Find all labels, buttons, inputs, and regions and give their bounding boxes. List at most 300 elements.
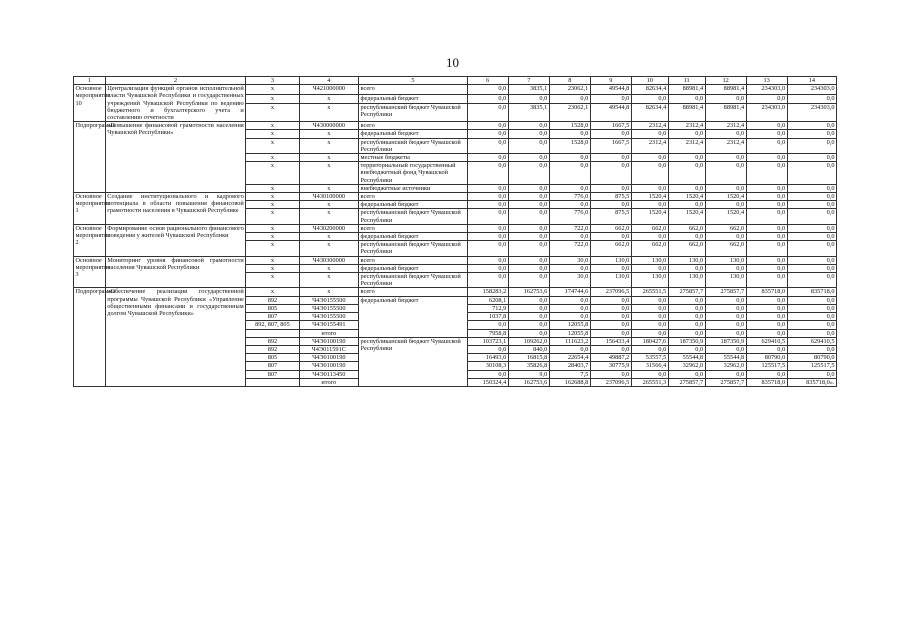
column-number: 6: [467, 77, 508, 85]
budget-code: Ч4Э0155500: [299, 296, 358, 304]
budget-code: х: [299, 94, 358, 104]
header-row: [74, 77, 837, 85]
amount-cell: 88981,4: [705, 104, 746, 122]
amount-cell: 0,0: [467, 154, 508, 162]
budget-code: Ч4Э0155500: [299, 313, 358, 321]
amount-cell: 0,0: [705, 233, 746, 241]
amount-cell: 275857,7: [705, 378, 746, 386]
amount-cell: 0,0: [746, 209, 787, 224]
amount-cell: 0,0: [549, 154, 590, 162]
amount-cell: 0,0: [746, 94, 787, 104]
amount-cell: 0,0: [508, 154, 549, 162]
grbs-code: х: [246, 94, 299, 104]
amount-cell: 150324,4: [467, 378, 508, 386]
budget-code: Ч430300000: [299, 256, 358, 264]
amount-cell: 0,0: [467, 201, 508, 209]
amount-cell: 0,0: [668, 345, 705, 353]
amount-cell: 0,0: [631, 264, 668, 272]
amount-cell: 12055,8: [549, 329, 590, 337]
amount-cell: 28403,7: [549, 362, 590, 370]
amount-cell: 0,0: [549, 313, 590, 321]
amount-cell: 0,0: [590, 130, 631, 138]
amount-cell: 0,0: [746, 256, 787, 264]
amount-cell: 1667,5: [590, 138, 631, 153]
amount-cell: 82634,4: [631, 85, 668, 95]
budget-code: Ч421000000: [299, 85, 358, 95]
funding-source: республиканский бюджет Чувашской Республики: [359, 209, 468, 224]
grbs-code: х: [246, 85, 299, 95]
funding-source: республиканский бюджет Чувашской Республики: [359, 337, 468, 386]
amount-cell: 0,0: [467, 256, 508, 264]
amount-cell: 0,0: [508, 193, 549, 201]
budget-table: [73, 76, 837, 387]
amount-cell: 0,0: [631, 162, 668, 185]
amount-cell: 265551,5: [631, 288, 668, 296]
amount-cell: 0,0: [549, 162, 590, 185]
column-number: 4: [299, 77, 358, 85]
amount-cell: 712,9: [467, 304, 508, 312]
column-number: 3: [246, 77, 299, 85]
amount-cell: 0,0: [705, 184, 746, 192]
funding-source: всего: [359, 122, 468, 130]
amount-cell: 662,0: [705, 224, 746, 232]
amount-cell: 662,0: [668, 241, 705, 256]
amount-cell: 0,0: [508, 321, 549, 329]
amount-cell: 162753,6: [508, 288, 549, 296]
amount-cell: 162753,6: [508, 378, 549, 386]
amount-cell: 55544,8: [668, 354, 705, 362]
funding-source: республиканский бюджет Чувашской Республики: [359, 104, 468, 122]
amount-cell: 0,0: [590, 321, 631, 329]
amount-cell: 0,0: [631, 370, 668, 378]
amount-cell: 30,0: [549, 256, 590, 264]
column-number: 14: [787, 77, 836, 85]
amount-cell: 0,0: [705, 201, 746, 209]
amount-cell: 0,0: [746, 329, 787, 337]
amount-cell: 187350,9: [668, 337, 705, 345]
budget-code: х: [299, 288, 358, 296]
amount-cell: 0,0: [508, 138, 549, 153]
amount-cell: 0,0: [590, 296, 631, 304]
funding-source: федеральный бюджет: [359, 296, 468, 337]
amount-cell: 0,0: [631, 329, 668, 337]
amount-cell: 0,0: [549, 201, 590, 209]
amount-cell: 0,0: [590, 201, 631, 209]
grbs-code: х: [246, 201, 299, 209]
amount-cell: 0,0: [631, 184, 668, 192]
funding-source: всего: [359, 288, 468, 296]
amount-cell: 187350,9: [705, 337, 746, 345]
budget-code: х: [299, 104, 358, 122]
budget-code: Ч430200000: [299, 224, 358, 232]
grbs-code: [246, 329, 299, 337]
amount-cell: 234303,0: [746, 85, 787, 95]
amount-cell: 0,0: [631, 233, 668, 241]
budget-code: х: [299, 233, 358, 241]
amount-cell: 0,0: [508, 273, 549, 288]
amount-cell: 629410,5: [787, 337, 836, 345]
amount-cell: 0,0: [590, 184, 631, 192]
amount-cell: 776,0: [549, 193, 590, 201]
amount-cell: 0,0: [631, 296, 668, 304]
amount-cell: 22654,4: [549, 354, 590, 362]
amount-cell: 2312,4: [668, 122, 705, 130]
amount-cell: 234303,0: [787, 85, 836, 95]
amount-cell: 1037,8: [467, 313, 508, 321]
amount-cell: 0,0: [549, 184, 590, 192]
funding-source: всего: [359, 193, 468, 201]
amount-cell: 0,0: [705, 94, 746, 104]
amount-cell: 722,0: [549, 224, 590, 232]
grbs-code: х: [246, 138, 299, 153]
grbs-code: 805: [246, 304, 299, 312]
amount-cell: 0,0: [590, 345, 631, 353]
amount-cell: 835718,0».: [787, 378, 836, 386]
amount-cell: 0,0: [508, 256, 549, 264]
amount-cell: 0,0: [668, 162, 705, 185]
amount-cell: 0,0: [467, 224, 508, 232]
budget-code: х: [299, 264, 358, 272]
amount-cell: 174744,6: [549, 288, 590, 296]
amount-cell: 0,0: [746, 273, 787, 288]
funding-source: местные бюджеты: [359, 154, 468, 162]
amount-cell: 0,0: [746, 264, 787, 272]
program-name-cell: «Повышение финансовой грамотности населения Чувашской Республики»: [105, 122, 245, 193]
amount-cell: 0,0: [508, 162, 549, 185]
amount-cell: 1520,4: [705, 193, 746, 201]
amount-cell: 0,0: [787, 162, 836, 185]
grbs-code: х: [246, 104, 299, 122]
amount-cell: 35826,8: [508, 362, 549, 370]
amount-cell: 0,0: [668, 313, 705, 321]
grbs-code: х: [246, 209, 299, 224]
budget-code: х: [299, 273, 358, 288]
amount-cell: 0,0: [668, 304, 705, 312]
program-type-cell: Основное мероприятие 1: [74, 193, 106, 225]
program-name-cell: Формирование основ рационального финансового поведения у жителей Чувашской Республики: [105, 224, 245, 256]
program-name-cell: Создание институционального и кадрового потенциала в области повышения финансовой грамотности населения в Чувашской Республике: [105, 193, 245, 225]
amount-cell: 0,0: [508, 296, 549, 304]
amount-cell: 0,0: [746, 193, 787, 201]
amount-cell: 0,0: [508, 130, 549, 138]
amount-cell: 0,0: [508, 184, 549, 192]
grbs-code: 807: [246, 370, 299, 378]
amount-cell: 1520,4: [705, 209, 746, 224]
amount-cell: 0,0: [787, 370, 836, 378]
budget-code: х: [299, 138, 358, 153]
amount-cell: 0,0: [467, 345, 508, 353]
amount-cell: 12055,8: [549, 321, 590, 329]
amount-cell: 662,0: [590, 241, 631, 256]
amount-cell: 0,0: [590, 94, 631, 104]
budget-code: Ч4Э0155500: [299, 304, 358, 312]
budget-code: х: [299, 154, 358, 162]
amount-cell: 0,0: [787, 313, 836, 321]
amount-cell: 0,0: [787, 94, 836, 104]
amount-cell: 16815,8: [508, 354, 549, 362]
amount-cell: 0,0: [746, 184, 787, 192]
grbs-code: 892: [246, 337, 299, 345]
funding-source: федеральный бюджет: [359, 94, 468, 104]
amount-cell: 722,0: [549, 241, 590, 256]
program-type-cell: Основное мероприятие 2: [74, 224, 106, 256]
amount-cell: 80790,0: [746, 354, 787, 362]
amount-cell: 49544,8: [590, 104, 631, 122]
amount-cell: 0,0: [705, 154, 746, 162]
amount-cell: 2312,4: [631, 138, 668, 153]
amount-cell: 0,0: [746, 304, 787, 312]
amount-cell: 0,0: [787, 184, 836, 192]
amount-cell: 0,0: [668, 94, 705, 104]
funding-source: республиканский бюджет Чувашской Республики: [359, 273, 468, 288]
amount-cell: 0,0: [549, 264, 590, 272]
amount-cell: 0,0: [508, 201, 549, 209]
amount-cell: 0,0: [508, 304, 549, 312]
amount-cell: 0,0: [746, 233, 787, 241]
amount-cell: 0,0: [668, 370, 705, 378]
amount-cell: 0,0: [668, 201, 705, 209]
budget-code: Ч4Э011591С: [299, 345, 358, 353]
amount-cell: 0,0: [746, 321, 787, 329]
amount-cell: 0,0: [787, 193, 836, 201]
grbs-code: х: [246, 241, 299, 256]
budget-code: Ч4Э0100190: [299, 354, 358, 362]
amount-cell: 0,0: [787, 345, 836, 353]
grbs-code: х: [246, 193, 299, 201]
budget-code: Ч4Э0155491: [299, 321, 358, 329]
amount-cell: 662,0: [631, 224, 668, 232]
amount-cell: 3835,1: [508, 85, 549, 95]
amount-cell: 0,0: [746, 224, 787, 232]
funding-source: федеральный бюджет: [359, 264, 468, 272]
grbs-code: 805: [246, 354, 299, 362]
budget-code: итого: [299, 378, 358, 386]
amount-cell: 31566,4: [631, 362, 668, 370]
funding-source: федеральный бюджет: [359, 233, 468, 241]
amount-cell: 0,0: [668, 154, 705, 162]
amount-cell: 0,0: [631, 130, 668, 138]
amount-cell: 0,0: [705, 264, 746, 272]
program-name-cell: «Обеспечение реализации государственной программы Чувашской Республики «Управление общественными финансами и государственным долгом Чувашской Республики»: [105, 288, 245, 386]
amount-cell: 32962,0: [668, 362, 705, 370]
amount-cell: 0,0: [508, 241, 549, 256]
amount-cell: 0,0: [549, 345, 590, 353]
amount-cell: 0,0: [746, 162, 787, 185]
amount-cell: 0,0: [590, 370, 631, 378]
budget-code: х: [299, 130, 358, 138]
grbs-code: х: [246, 184, 299, 192]
program-type-cell: Подпрограмма: [74, 288, 106, 386]
amount-cell: 0,0: [787, 209, 836, 224]
grbs-code: 892: [246, 296, 299, 304]
amount-cell: 0,0: [631, 321, 668, 329]
amount-cell: 0,0: [787, 256, 836, 264]
amount-cell: 0,0: [549, 233, 590, 241]
grbs-code: х: [246, 264, 299, 272]
amount-cell: 156433,4: [590, 337, 631, 345]
grbs-code: 807: [246, 362, 299, 370]
column-number: 13: [746, 77, 787, 85]
amount-cell: 0,0: [746, 345, 787, 353]
amount-cell: 30108,3: [467, 362, 508, 370]
program-name-cell: Централизация функций органов исполнительной власти Чувашской Республики и государственных учреждений Чувашской Республики по ведению бюджетного и бухгалтерского учета и составлению отчетности: [107, 85, 244, 122]
amount-cell: 0,0: [508, 233, 549, 241]
amount-cell: 0,0: [746, 138, 787, 153]
grbs-code: х: [246, 162, 299, 185]
amount-cell: 0,0: [787, 304, 836, 312]
amount-cell: 0,0: [631, 154, 668, 162]
amount-cell: 53557,5: [631, 354, 668, 362]
grbs-code: 807: [246, 313, 299, 321]
amount-cell: 6208,1: [467, 296, 508, 304]
budget-code: х: [299, 162, 358, 185]
amount-cell: 0,0: [508, 313, 549, 321]
amount-cell: 130,0: [705, 273, 746, 288]
amount-cell: 0,0: [668, 296, 705, 304]
table-row: [74, 122, 837, 130]
grbs-code: х: [246, 130, 299, 138]
amount-cell: 80790,0: [787, 354, 836, 362]
grbs-code: [246, 378, 299, 386]
column-number: 10: [631, 77, 668, 85]
amount-cell: 0,0: [668, 233, 705, 241]
budget-code: х: [299, 201, 358, 209]
amount-cell: 776,0: [549, 209, 590, 224]
amount-cell: 130,0: [631, 273, 668, 288]
amount-cell: 0,0: [467, 130, 508, 138]
amount-cell: 0,0: [631, 345, 668, 353]
amount-cell: 0,0: [590, 264, 631, 272]
amount-cell: 0,0: [508, 122, 549, 130]
amount-cell: 275857,7: [668, 378, 705, 386]
amount-cell: 0,0: [467, 184, 508, 192]
budget-code: х: [299, 241, 358, 256]
amount-cell: 0,0: [705, 321, 746, 329]
amount-cell: 0,0: [467, 233, 508, 241]
funding-source: всего: [359, 256, 468, 264]
grbs-code: х: [246, 233, 299, 241]
amount-cell: 130,0: [590, 256, 631, 264]
amount-cell: 130,0: [631, 256, 668, 264]
budget-code: Ч4Э0100190: [299, 337, 358, 345]
amount-cell: 0,0: [668, 321, 705, 329]
amount-cell: 0,0: [467, 241, 508, 256]
amount-cell: 32962,0: [705, 362, 746, 370]
amount-cell: 1528,0: [549, 122, 590, 130]
amount-cell: 662,0: [668, 224, 705, 232]
amount-cell: 0,0: [787, 321, 836, 329]
amount-cell: 0,0: [787, 154, 836, 162]
amount-cell: 0,0: [590, 162, 631, 185]
amount-cell: 0,0: [549, 130, 590, 138]
amount-cell: 234303,0: [746, 104, 787, 122]
amount-cell: 0,0: [668, 329, 705, 337]
funding-source: федеральный бюджет: [359, 201, 468, 209]
amount-cell: 88981,4: [668, 85, 705, 95]
program-type-cell: Основное мероприятие 3: [74, 256, 106, 288]
grbs-code: 892: [246, 345, 299, 353]
amount-cell: 0,0: [787, 130, 836, 138]
grbs-code: х: [246, 256, 299, 264]
amount-cell: 55544,8: [705, 354, 746, 362]
amount-cell: 0,0: [746, 370, 787, 378]
amount-cell: 0,0: [787, 201, 836, 209]
amount-cell: 0,0: [590, 329, 631, 337]
amount-cell: 0,0: [631, 201, 668, 209]
funding-source: всего: [359, 85, 468, 95]
amount-cell: 30,0: [549, 273, 590, 288]
table-row: [74, 193, 837, 201]
grbs-code: х: [246, 154, 299, 162]
amount-cell: 275857,7: [705, 288, 746, 296]
amount-cell: 237096,5: [590, 378, 631, 386]
column-number: 9: [590, 77, 631, 85]
amount-cell: 0,0: [467, 193, 508, 201]
column-number: 5: [359, 77, 468, 85]
amount-cell: 49544,8: [590, 85, 631, 95]
amount-cell: 275857,7: [668, 288, 705, 296]
table-row: [74, 288, 837, 296]
budget-code: Ч430100000: [299, 193, 358, 201]
grbs-code: х: [246, 224, 299, 232]
funding-source: внебюджетные источники: [359, 184, 468, 192]
amount-cell: 0,0: [467, 209, 508, 224]
amount-cell: 629410,5: [746, 337, 787, 345]
budget-code: итого: [299, 329, 358, 337]
amount-cell: 0,0: [631, 304, 668, 312]
funding-source: республиканский бюджет Чувашской Республики: [359, 138, 468, 153]
amount-cell: 0,0: [746, 154, 787, 162]
amount-cell: 180427,6: [631, 337, 668, 345]
column-number: 8: [549, 77, 590, 85]
grbs-code: х: [246, 273, 299, 288]
budget-code: Ч430000000: [299, 122, 358, 130]
amount-cell: 0,0: [668, 184, 705, 192]
amount-cell: 0,0: [467, 370, 508, 378]
table-row: [74, 85, 837, 95]
page-number: 10: [446, 55, 459, 70]
amount-cell: 0,0: [467, 273, 508, 288]
amount-cell: 30775,9: [590, 362, 631, 370]
amount-cell: 0,0: [787, 241, 836, 256]
amount-cell: 0,0: [746, 130, 787, 138]
program-type-cell: Основное мероприятие 10: [74, 85, 106, 122]
amount-cell: 0,0: [508, 209, 549, 224]
table-row: [74, 256, 837, 264]
funding-source: территориальный государственный внебюджетный фонд Чувашской Республики: [359, 162, 468, 185]
amount-cell: 0,0: [631, 94, 668, 104]
amount-cell: 1520,4: [631, 209, 668, 224]
column-number: 7: [508, 77, 549, 85]
amount-cell: 125517,5: [787, 362, 836, 370]
amount-cell: 0,0: [787, 273, 836, 288]
amount-cell: 0,0: [590, 233, 631, 241]
amount-cell: 237096,5: [590, 288, 631, 296]
amount-cell: 0,0: [467, 94, 508, 104]
amount-cell: 0,0: [508, 329, 549, 337]
budget-code: Ч4Э0100190: [299, 362, 358, 370]
amount-cell: 0,0: [590, 313, 631, 321]
amount-cell: 16493,0: [467, 354, 508, 362]
amount-cell: 158283,2: [467, 288, 508, 296]
amount-cell: 0,0: [705, 329, 746, 337]
amount-cell: 9,0: [508, 370, 549, 378]
grbs-code: х: [246, 122, 299, 130]
amount-cell: 0,0: [590, 154, 631, 162]
funding-source: всего: [359, 224, 468, 232]
amount-cell: 875,5: [590, 193, 631, 201]
amount-cell: 835718,0: [746, 378, 787, 386]
